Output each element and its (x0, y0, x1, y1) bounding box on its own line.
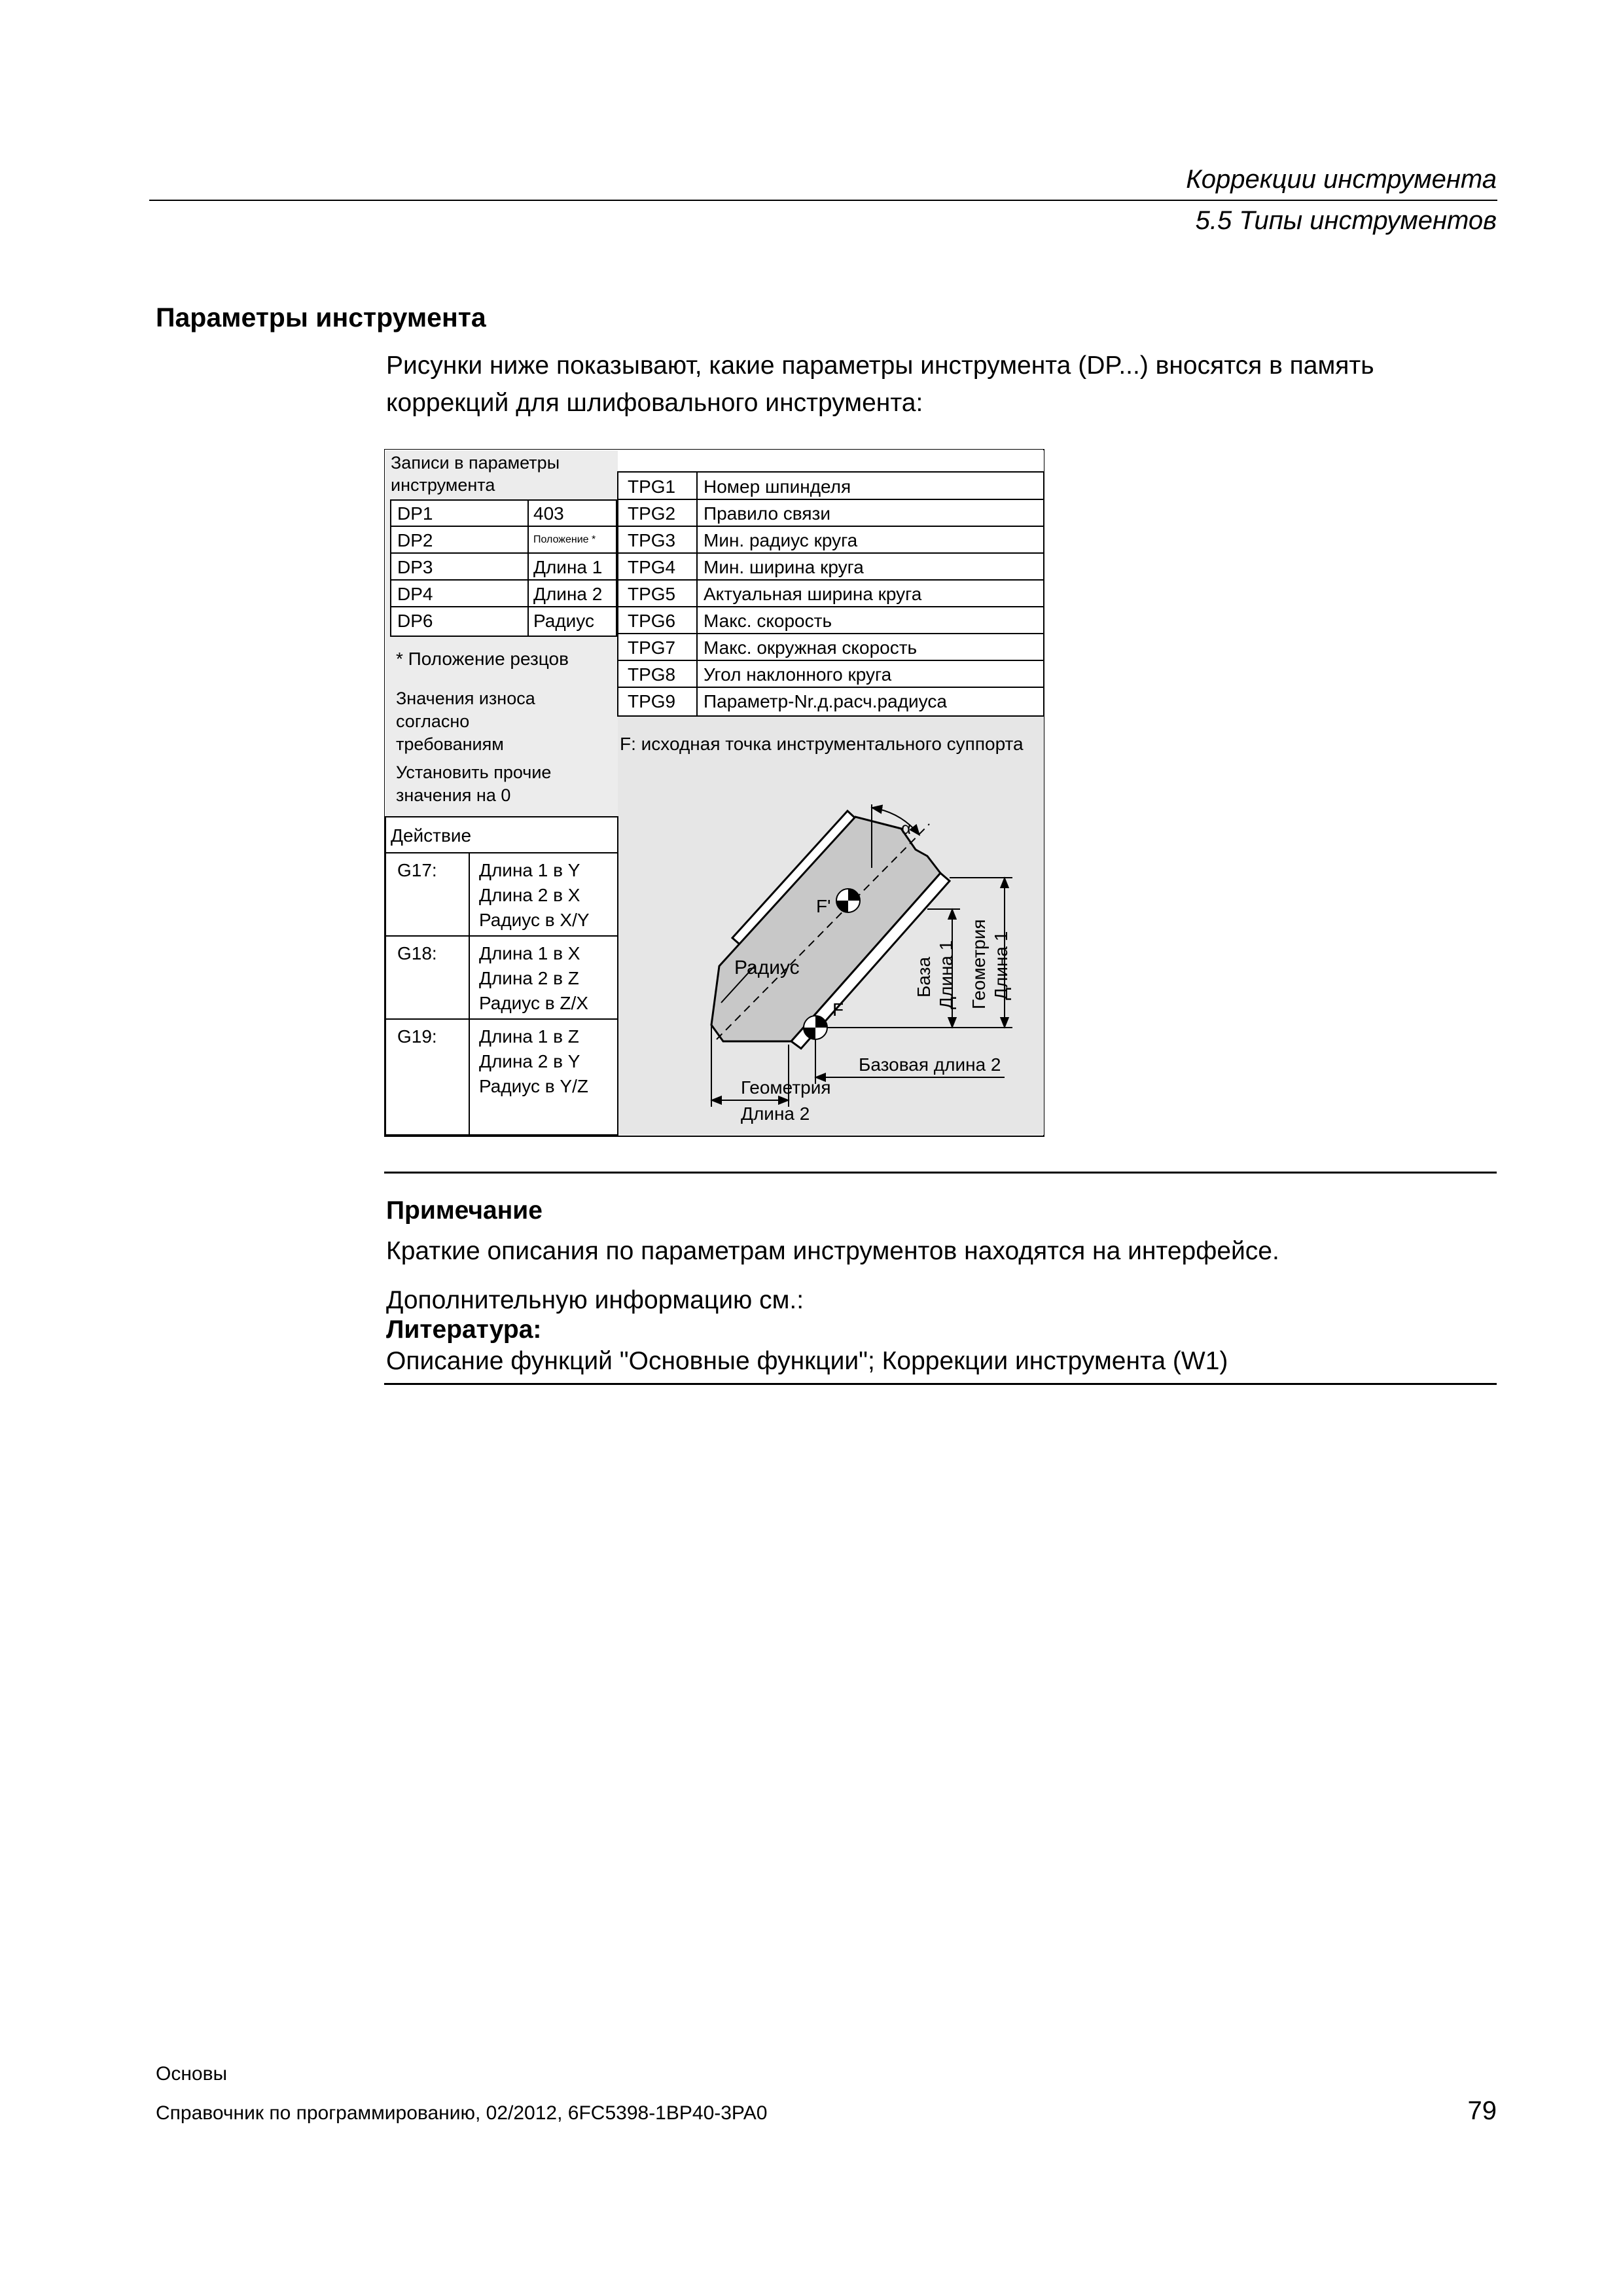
length2-label: Длина 2 (741, 1103, 810, 1124)
tpg-desc-cell: Мин. радиус круга (704, 530, 858, 550)
tpg-param-cell: TPG2 (628, 503, 676, 524)
header-section: 5.5 Типы инструментов (1195, 206, 1497, 235)
tpg-param-cell: TPG7 (628, 637, 676, 658)
action-line: Длина 2 в Y (479, 1051, 580, 1071)
f-note: F: исходная точка инструментального суппорта (620, 734, 1024, 754)
dp-value-cell: Положение * (533, 534, 596, 545)
f-prime-symbol (836, 889, 860, 912)
note-lit-label: Литература: (386, 1316, 542, 1344)
wear-note-line2: согласно (396, 711, 470, 731)
set-note-line2: значения на 0 (396, 785, 511, 805)
wear-note-line1: Значения износа (396, 689, 535, 708)
action-header: Действие (391, 825, 472, 846)
length1-label: Длина 1 (936, 940, 956, 1009)
dp-param-cell: DP2 (397, 530, 433, 550)
note-lit-text: Описание функций "Основные функции"; Коррекции инструмента (W1) (386, 1347, 1228, 1375)
dp-value-cell: Длина 1 (533, 557, 603, 577)
tpg-desc-cell: Актуальная ширина круга (704, 584, 922, 604)
tpg-desc-cell: Угол наклонного круга (704, 664, 892, 685)
action-line: Длина 1 в Z (479, 1026, 579, 1047)
f-label: F (832, 999, 844, 1020)
tpg-desc-cell: Параметр-Nr.д.расч.радиуса (704, 691, 947, 711)
tpg-desc-cell: Макс. скорость (704, 611, 832, 631)
tool-parameter-figure (384, 449, 1045, 1138)
dp-param-cell: DP6 (397, 611, 433, 631)
entries-header-line1: Записи в параметры (391, 453, 560, 473)
alpha-label: α (901, 818, 912, 838)
f-prime-label: F' (816, 896, 831, 916)
note-top-rule (384, 1172, 1497, 1174)
action-line: Длина 2 в X (479, 885, 580, 905)
tpg-desc-cell: Номер шпинделя (704, 476, 851, 497)
position-note: * Положение резцов (396, 649, 569, 669)
header-rule (149, 200, 1497, 201)
action-line: Радиус в Z/X (479, 993, 588, 1013)
tpg-param-cell: TPG4 (628, 557, 676, 577)
tpg-desc-cell: Правило связи (704, 503, 830, 524)
tpg-desc-cell: Макс. окружная скорость (704, 637, 918, 658)
tpg-param-cell: TPG6 (628, 611, 676, 631)
dp-value-cell: Длина 2 (533, 584, 603, 604)
dp-param-cell: DP1 (397, 503, 433, 524)
length1b-label: Длина 1 (991, 931, 1011, 1000)
page-number: 79 (1467, 2096, 1497, 2125)
note-more: Дополнительную информацию см.: (386, 1286, 804, 1314)
note-title: Примечание (386, 1196, 543, 1225)
entries-header-line2: инструмента (391, 475, 495, 495)
header-chapter: Коррекции инструмента (1186, 165, 1497, 194)
action-code-cell: G19: (397, 1026, 437, 1047)
tpg-param-cell: TPG9 (628, 691, 676, 711)
action-line: Радиус в Y/Z (479, 1076, 588, 1096)
tpg-param-cell: TPG5 (628, 584, 676, 604)
action-line: Длина 1 в Y (479, 860, 580, 880)
action-code-cell: G17: (397, 860, 437, 880)
geometry2-label: Геометрия (741, 1077, 831, 1098)
tpg-param-cell: TPG1 (628, 476, 676, 497)
section-title: Параметры инструмента (156, 302, 486, 332)
intro-text: Рисунки ниже показывают, какие параметры инструмента (DP...) вносятся в память коррекций для шлифовального инструмента: (386, 351, 1374, 417)
dp-value-cell: Радиус (533, 611, 594, 631)
tpg-param-cell: TPG3 (628, 530, 676, 550)
note-bottom-rule (384, 1383, 1497, 1385)
note-text: Краткие описания по параметрам инструментов находятся на интерфейсе. (386, 1237, 1279, 1265)
f-symbol (804, 1016, 827, 1039)
dp-param-cell: DP3 (397, 557, 433, 577)
dp-value-cell: 403 (533, 503, 564, 524)
tpg-param-cell: TPG8 (628, 664, 676, 685)
dp-param-cell: DP4 (397, 584, 433, 604)
wear-note-line3: требованиям (396, 734, 504, 754)
action-line: Длина 1 в X (479, 943, 580, 963)
footer-line1: Основы (156, 2063, 228, 2085)
footer-line2: Справочник по программированию, 02/2012, 6FC5398-1BP40-3PA0 (156, 2102, 768, 2124)
action-code-cell: G18: (397, 943, 437, 963)
action-line: Радиус в X/Y (479, 910, 590, 930)
tpg-desc-cell: Мин. ширина круга (704, 557, 864, 577)
base-label: База (914, 956, 934, 997)
base-length2-label: Базовая длина 2 (859, 1054, 1001, 1075)
geometry-label: Геометрия (969, 919, 989, 1009)
radius-label: Радиус (734, 957, 800, 978)
action-line: Длина 2 в Z (479, 968, 579, 988)
set-note-line1: Установить прочие (396, 762, 552, 782)
